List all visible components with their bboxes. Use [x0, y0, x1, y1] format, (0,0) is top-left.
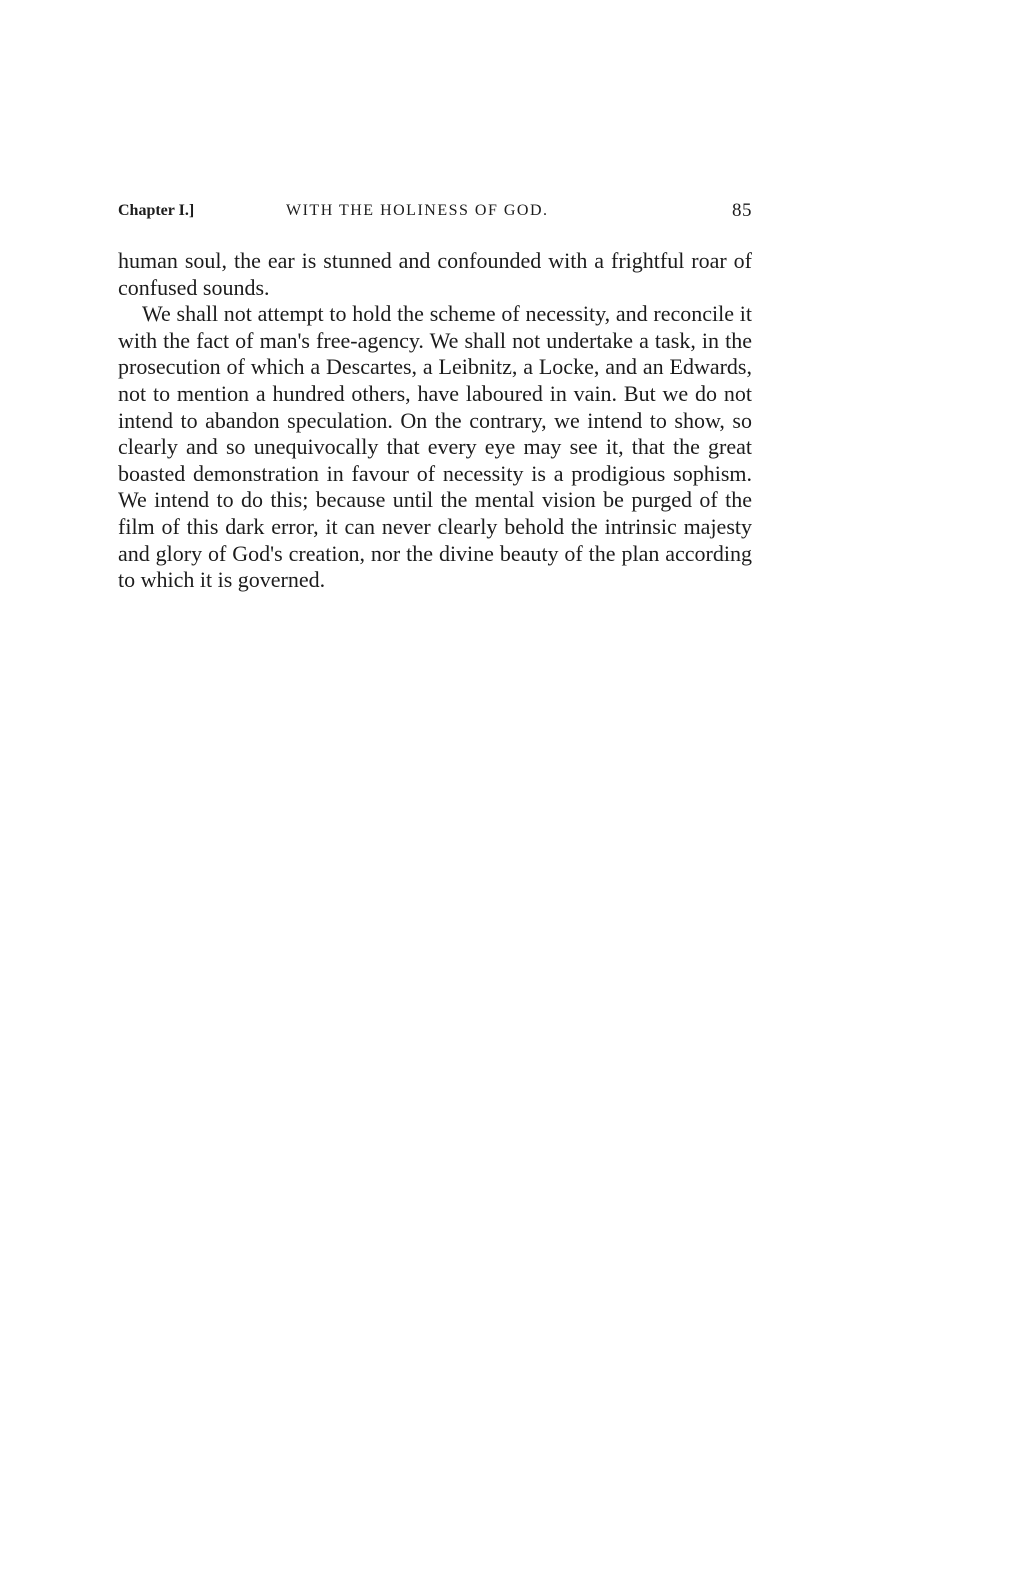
chapter-label: Chapter I.] — [118, 202, 195, 219]
running-head — [118, 202, 752, 232]
paragraph-continued: human soul, the ear is stunned and confounded with a frightful roar of confused sounds. — [118, 248, 752, 300]
page-number: 85 — [732, 200, 752, 221]
paragraph: We shall not attempt to hold the scheme of necessity, and reconcile it with the fact of man's free-agency. We shall not undertake a task, in the prosecution of which a Descartes, a Leibnitz, a Locke, and an Edwards, not to mention a hundred others, have laboured in vain. But we do not intend to abandon speculation. On the contrary, we intend to show, so clearly and so unequivocally that every eye may see it, that the great boasted demonstration in favour of necessity is a prodigious sophism. We intend to do this; because until the mental vision be purged of the film of this dark error, it can never clearly behold the intrinsic majesty and glory of God's creation, nor the divine beauty of the plan according to which it is governed. — [118, 301, 752, 593]
body-text — [118, 248, 752, 594]
running-title: WITH THE HOLINESS OF GOD. — [286, 202, 549, 219]
